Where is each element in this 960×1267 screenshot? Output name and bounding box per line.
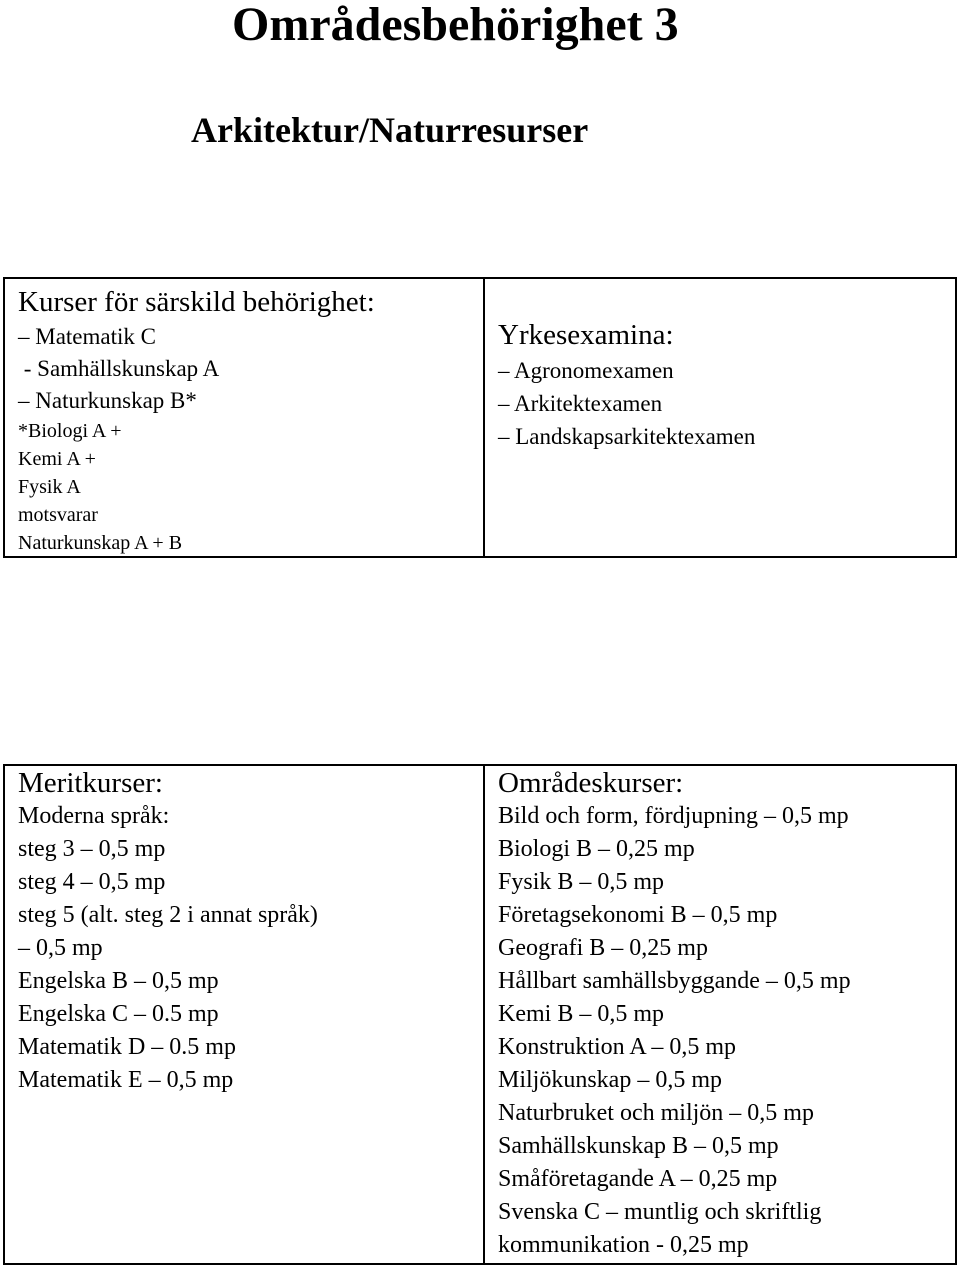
- omradeskurser-box: [483, 764, 957, 1265]
- list-item: Svenska C – muntlig och skriftlig: [498, 1199, 822, 1225]
- list-item: Kemi B – 0,5 mp: [498, 1001, 664, 1027]
- yrkesexamina-heading: Yrkesexamina:: [498, 319, 674, 351]
- list-item: Hållbart samhällsbyggande – 0,5 mp: [498, 968, 851, 994]
- list-item: Engelska B – 0,5 mp: [18, 968, 219, 994]
- list-item: - Samhällskunskap A: [18, 356, 220, 381]
- list-item: – Agronomexamen: [498, 358, 674, 383]
- list-item: Matematik D – 0.5 mp: [18, 1034, 236, 1060]
- page-subtitle: Arkitektur/Naturresurser: [191, 110, 589, 150]
- meritkurser-box: [3, 764, 485, 1265]
- list-item: – Naturkunskap B*: [18, 388, 197, 413]
- list-item: Miljökunskap – 0,5 mp: [498, 1067, 723, 1093]
- list-item: – Arkitektexamen: [498, 391, 663, 416]
- omradeskurser-heading: Områdeskurser:: [498, 767, 684, 799]
- yrkesexamina-box: [483, 277, 957, 558]
- list-item: – Landskapsarkitektexamen: [498, 424, 756, 449]
- list-item: steg 3 – 0,5 mp: [18, 836, 166, 862]
- yrkesexamina-list: [498, 354, 949, 453]
- list-item: Biologi B – 0,25 mp: [498, 836, 695, 862]
- list-item: – 0,5 mp: [18, 935, 103, 961]
- list-item: Naturkunskap A + B: [18, 532, 183, 554]
- list-item: steg 4 – 0,5 mp: [18, 869, 166, 895]
- list-item: Fysik A: [18, 476, 81, 498]
- list-item: Bild och form, fördjupning – 0,5 mp: [498, 803, 849, 829]
- list-item: Moderna språk:: [18, 803, 170, 829]
- list-item: *Biologi A +: [18, 420, 122, 442]
- list-item: Geografi B – 0,25 mp: [498, 935, 708, 961]
- list-item: Matematik E – 0,5 mp: [18, 1067, 234, 1093]
- list-item: steg 5 (alt. steg 2 i annat språk): [18, 902, 318, 928]
- list-item: Fysik B – 0,5 mp: [498, 869, 665, 895]
- kurser-heading: Kurser för särskild behörighet:: [18, 286, 375, 318]
- omradeskurser-list: [498, 800, 949, 1262]
- list-item: Samhällskunskap B – 0,5 mp: [498, 1133, 779, 1159]
- meritkurser-heading: Meritkurser:: [18, 767, 163, 799]
- kurser-list: [18, 321, 477, 557]
- page-title: Områdesbehörighet 3: [232, 0, 679, 51]
- list-item: – Matematik C: [18, 324, 156, 349]
- list-item: Engelska C – 0.5 mp: [18, 1001, 219, 1027]
- list-item: Naturbruket och miljön – 0,5 mp: [498, 1100, 814, 1126]
- list-item: Företagsekonomi B – 0,5 mp: [498, 902, 778, 928]
- list-item: motsvarar: [18, 504, 98, 526]
- list-item: Småföretagande A – 0,25 mp: [498, 1166, 778, 1192]
- meritkurser-list: [18, 800, 477, 1097]
- list-item: kommunikation - 0,25 mp: [498, 1232, 749, 1258]
- list-item: Kemi A +: [18, 448, 96, 470]
- list-item: Konstruktion A – 0,5 mp: [498, 1034, 737, 1060]
- kurser-box: [3, 277, 485, 558]
